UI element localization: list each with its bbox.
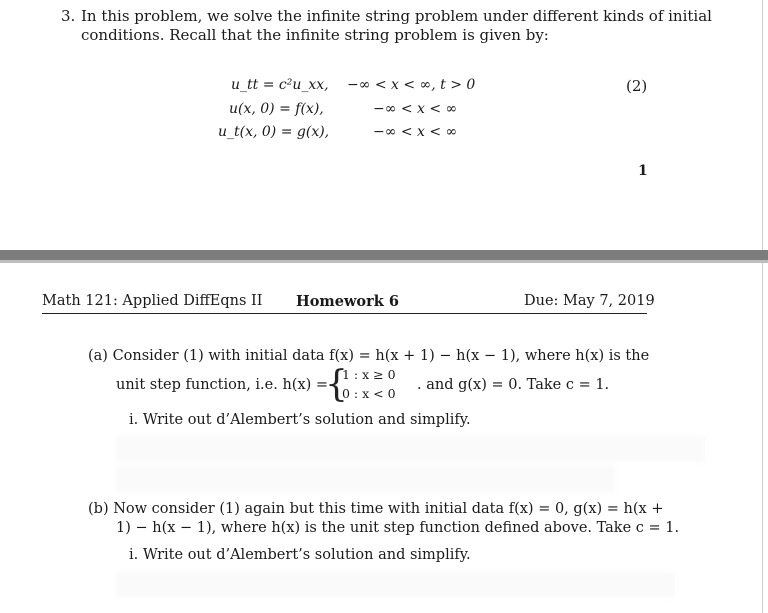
equation-ic1: u(x, 0) = f(x), (229, 101, 324, 117)
hidden-content-b (115, 572, 675, 598)
header-due: Due: May 7, 2019 (524, 293, 655, 309)
equation-ic2: u_t(x, 0) = g(x), (218, 124, 330, 140)
equation-ic2-domain: −∞ < x < ∞ (373, 124, 458, 140)
problem-text-line2: conditions. Recall that the infinite string problem is given by: (81, 26, 549, 44)
equation-pde: u_tt = c²u_xx, (231, 77, 329, 93)
part-a-item-i: i. Write out d’Alembert’s solution and simplify. (129, 412, 471, 428)
page-1 (0, 0, 763, 250)
part-b-line1: (b) Now consider (1) again but this time with initial data f(x) = 0, g(x) = h(x + (88, 501, 664, 517)
part-a-line1: (a) Consider (1) with initial data f(x) = h(x + 1) − h(x − 1), where h(x) is the (88, 348, 650, 364)
part-a-line2-end: . and g(x) = 0. Take c = 1. (417, 377, 610, 393)
problem-text-line1: In this problem, we solve the infinite string problem under different kinds of initial (81, 7, 712, 25)
equation-pde-domain: −∞ < x < ∞, t > 0 (347, 77, 476, 93)
cases-brace: { (325, 364, 348, 405)
part-a-line2-start: unit step function, i.e. h(x) = (116, 377, 329, 393)
page-number: 1 (638, 163, 648, 179)
hidden-content-a2 (115, 466, 615, 492)
problem-number: 3. (61, 7, 76, 25)
header-course: Math 121: Applied DiffEqns II (42, 293, 263, 309)
equation-ic1-domain: −∞ < x < ∞ (373, 101, 458, 117)
part-b-line2: 1) − h(x − 1), where h(x) is the unit step function defined above. Take c = 1. (116, 520, 680, 536)
page-separator (0, 250, 768, 260)
part-b-item-i: i. Write out d’Alembert’s solution and simplify. (129, 547, 471, 563)
header-title: Homework 6 (296, 293, 399, 310)
case-1: 1 : x ≥ 0 (342, 367, 396, 382)
hidden-content-a (115, 436, 705, 462)
header-rule (42, 313, 647, 314)
case-2: 0 : x < 0 (342, 386, 396, 401)
equation-number: (2) (626, 77, 648, 95)
